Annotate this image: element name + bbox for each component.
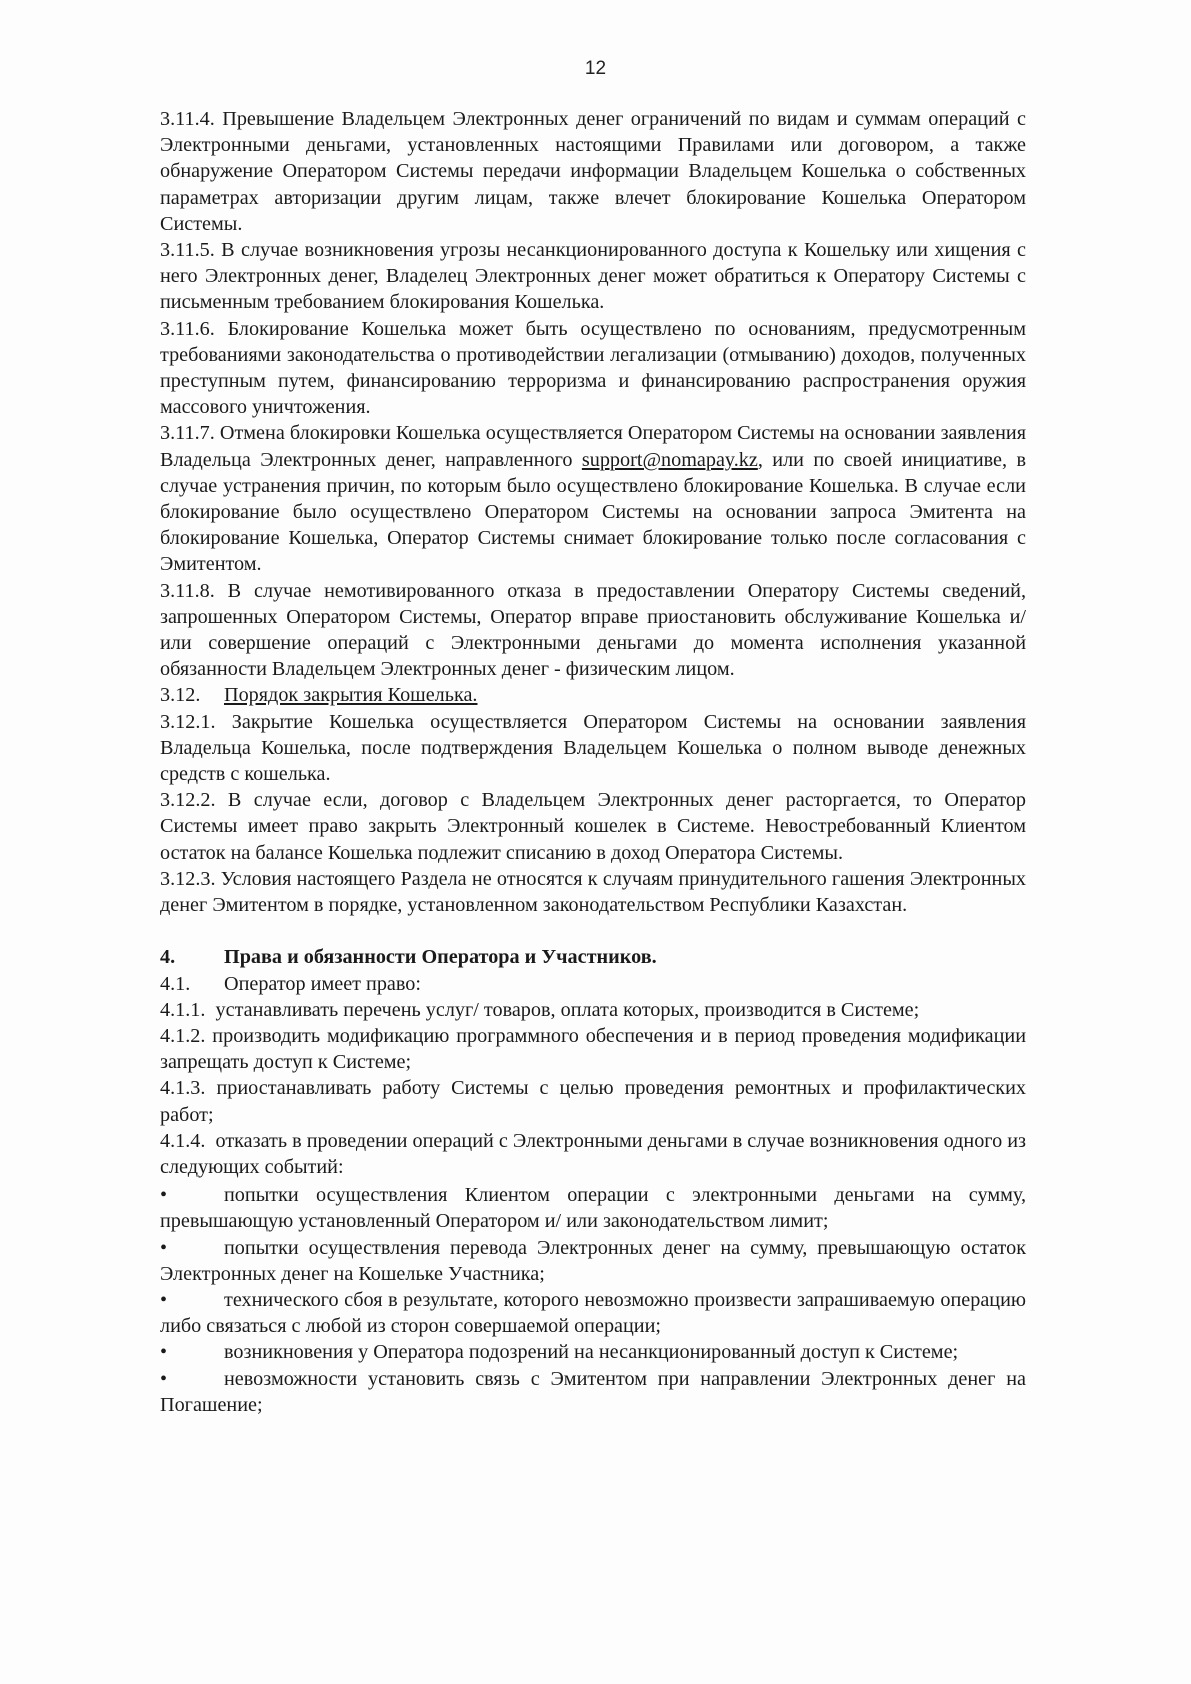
clause-number: 3.12.1.	[160, 710, 216, 733]
clause-number: 4.1.2.	[160, 1024, 206, 1047]
clause-3-12-2	[160, 787, 1026, 866]
clause-text: Превышение Владельцем Электронных денег ограничений по видам и суммам операций с Электронными деньгами, установленных настоящими Правилами или договором, а также обнаружение Оператором Системы передачи информации Владельцем Кошелька о собственных параметрах авторизации другим лицам, также влечет блокирование Кошелька Оператором Системы.	[160, 108, 1026, 235]
clause-number: 3.11.7.	[160, 422, 215, 445]
clause-4-1-2	[160, 1023, 1026, 1075]
clause-text: В случае возникновения угрозы несанкционированного доступа к Кошельку или хищения с него Электронных денег, Владелец Электронных денег может обратиться к Оператору Системы с письменным требованием блокирования Кошелька.	[160, 239, 1026, 314]
clause-text: Оператор имеет право:	[224, 972, 421, 995]
support-email-link[interactable]: support@nomapay.kz	[581, 448, 758, 471]
clause-number: 3.12.2.	[160, 789, 216, 812]
clause-number: 4.1.3.	[160, 1077, 206, 1100]
clause-number: 4.1.	[160, 972, 191, 995]
clause-text: отказать в проведении операций с Электронными деньгами в случае возникновения одного из следующих событий:	[160, 1129, 1026, 1178]
section-title: Права и обязанности Оператора и Участников.	[224, 946, 657, 969]
clause-text: В случае если, договор с Владельцем Электронных денег расторгается, то Оператор Системы имеет право закрыть Электронный кошелек в Системе. Невостребованный Клиентом остаток на балансе Кошелька подлежит списанию в доход Оператора Системы.	[160, 789, 1026, 864]
bullet-item	[160, 1182, 1026, 1234]
clause-4-1-3	[160, 1075, 1026, 1127]
section-title: Порядок закрытия Кошелька.	[224, 684, 478, 707]
clause-4-1-4	[160, 1128, 1026, 1180]
clause-text: В случае немотивированного отказа в предоставлении Оператору Системы сведений, запрошенных Оператором Системы, Оператор вправе приостановить обслуживание Кошелька и/или совершение операций с Электронными деньгами до момента исполнения указанной обязанности Владельцем Электронных денег - физическим лицом.	[160, 579, 1027, 681]
clause-text: Отмена блокировки Кошелька осуществляется Оператором Системы на основании заявления Владельца Электронных денег, направленного	[160, 422, 1026, 471]
clause-number: 3.12.3.	[160, 867, 216, 890]
bullet-item	[160, 1366, 1026, 1418]
section-number: 3.12.	[160, 684, 201, 707]
bullet-text: технического сбоя в результате, которого невозможно произвести запрашиваемую операцию либо связаться с любой из сторон совершаемой операции;	[160, 1288, 1026, 1338]
section-number: 4.	[160, 946, 176, 969]
bullet-text: попытки осуществления перевода Электронных денег на сумму, превышающую остаток Электронных денег на Кошельке Участника;	[160, 1236, 1026, 1285]
bullet-item	[160, 1287, 1026, 1339]
clause-4-1-1	[160, 997, 1026, 1023]
clause-number: 3.11.5.	[160, 239, 215, 262]
section-3-12-heading	[160, 682, 1026, 708]
clause-3-12-1	[160, 709, 1026, 788]
clause-number: 4.1.1.	[160, 998, 206, 1021]
spacer	[160, 918, 1026, 944]
clause-number: 3.11.8.	[160, 579, 215, 602]
bullet-icon: •	[160, 1288, 168, 1311]
clause-text: Закрытие Кошелька осуществляется Оператором Системы на основании заявления Владельца Кошелька, после подтверждения Владельцем Кошелька о полном выводе денежных средств с кошелька.	[160, 710, 1027, 786]
clause-text: Блокирование Кошелька может быть осуществлено по основаниям, предусмотренным требованиями законодательства о противодействии легализации (отмыванию) доходов, полученных преступным путем, финансированию терроризма и финансированию распространения оружия массового уничтожения.	[160, 317, 1026, 419]
clause-number: 3.11.4.	[160, 108, 215, 130]
clause-3-11-8	[160, 578, 1026, 683]
bullet-list	[160, 1182, 1026, 1418]
clause-text: производить модификацию программного обеспечения и в период проведения модификации запрещать доступ к Системе;	[160, 1024, 1026, 1074]
document-body	[160, 106, 1026, 1418]
clause-3-11-5	[160, 237, 1026, 316]
clause-text: приостанавливать работу Системы с целью проведения ремонтных и профилактических работ;	[160, 1077, 1027, 1126]
bullet-icon: •	[160, 1236, 168, 1259]
page-number: 12	[584, 58, 607, 79]
clause-number: 3.11.6.	[160, 317, 215, 340]
bullet-icon: •	[160, 1367, 168, 1390]
bullet-icon: •	[160, 1184, 168, 1207]
bullet-icon: •	[160, 1341, 168, 1364]
bullet-text: невозможности установить связь с Эмитентом при направлении Электронных денег на Погашение;	[160, 1367, 1026, 1416]
clause-3-11-4	[160, 106, 1026, 237]
bullet-text: попытки осуществления Клиентом операции с электронными деньгами на сумму, превышающую установленный Оператором и/ или законодательством лимит;	[160, 1184, 1026, 1233]
section-4-heading	[160, 944, 1026, 970]
bullet-item	[160, 1339, 1026, 1365]
clause-text: , или по своей инициативе, в случае устранения причин, по которым было осуществлено блокирование Кошелька. В случае если блокирование было осуществлено Оператором Системы на основании запроса Эмитента на блокирование Кошелька, Оператор Системы снимает блокирование только после согласования с Эмитентом.	[160, 448, 1027, 576]
clause-3-12-3	[160, 866, 1026, 918]
clause-number: 4.1.4.	[160, 1129, 206, 1152]
clause-4-1	[160, 971, 1026, 997]
bullet-text: возникновения у Оператора подозрений на несанкционированный доступ к Системе;	[224, 1341, 959, 1364]
clause-text: устанавливать перечень услуг/ товаров, оплата которых, производится в Системе;	[215, 998, 920, 1021]
clause-text: Условия настоящего Раздела не относятся к случаям принудительного гашения Электронных денег Эмитентом в порядке, установленном законодательством Республики Казахстан.	[160, 867, 1026, 917]
clause-3-11-6	[160, 316, 1026, 421]
clause-3-11-7	[160, 420, 1026, 577]
bullet-item	[160, 1235, 1026, 1287]
